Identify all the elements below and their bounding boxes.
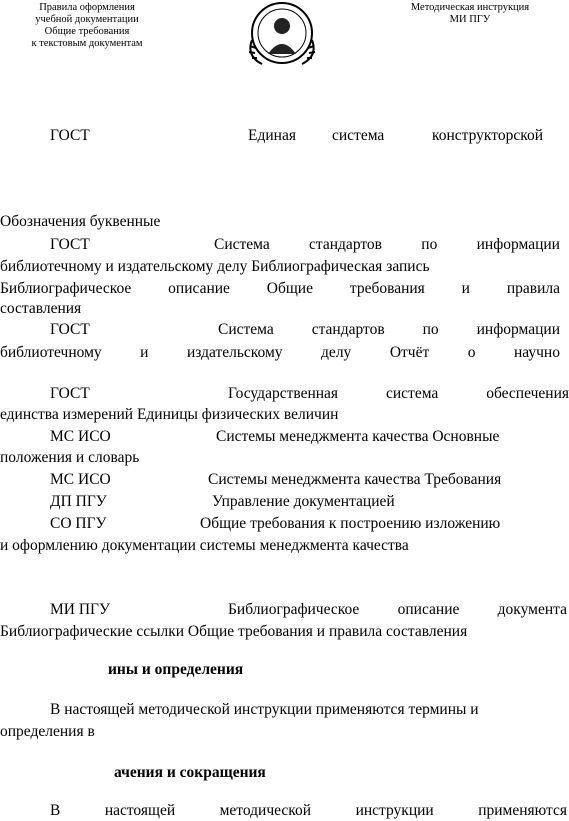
text-word: описание (168, 280, 230, 297)
header-left-title (12, 2, 162, 50)
line-text: Обозначения буквенные (0, 213, 161, 230)
text-word: описание (397, 601, 460, 618)
text-word: библиотечному (0, 344, 102, 361)
university-seal-icon (238, 0, 326, 70)
text-word: информации (476, 321, 560, 338)
text-word: информации (476, 236, 560, 253)
text-word: стандартов (311, 321, 385, 338)
text-word: методической (219, 802, 312, 819)
heading-text: ачения и сокращения (114, 764, 266, 781)
gost-code: ГОСТ (50, 236, 90, 253)
text-word: система (332, 127, 385, 144)
line-text: составления (0, 300, 82, 317)
text-word: Государственная (228, 385, 339, 402)
standard-code: МС ИСО (50, 471, 111, 488)
line-text: определения в (0, 723, 95, 740)
text-word: обеспечения (486, 385, 569, 402)
text-word: и (140, 344, 149, 361)
text-word: научно (513, 344, 560, 361)
header-left-line: Общие требования (44, 26, 130, 37)
text-word: документа (497, 601, 567, 618)
text-word: и (461, 280, 470, 297)
justified-text (228, 385, 569, 403)
standard-code: ДП ПГУ (50, 493, 107, 510)
header-left-line: к текстовым документам (31, 38, 143, 49)
text-word: Библиографическое (228, 601, 360, 618)
text-word: требования (349, 280, 425, 297)
text-word: о (467, 344, 476, 361)
text-word: инструкции (355, 802, 434, 819)
line-text: единства измерений Единицы физических величин (0, 406, 339, 423)
justified-text (228, 601, 567, 619)
header-left-line: учебной документации (35, 14, 139, 25)
line-text: Системы менеджмента качества Основные (216, 428, 500, 445)
line-text: Управление документацией (212, 493, 395, 510)
text-word: правила (506, 280, 560, 297)
text-word: издательскому (186, 344, 283, 361)
standard-code: СО ПГУ (50, 515, 107, 532)
line-text: В настоящей методической инструкции применяются термины и (50, 701, 479, 718)
line-text: Общие требования к построению изложению (200, 515, 501, 532)
gost-code: ГОСТ (50, 321, 90, 338)
heading-text: ины и определения (108, 661, 244, 678)
header-left-line: Правила оформления (39, 2, 135, 13)
text-word: по (422, 321, 439, 338)
justified-text (0, 344, 560, 362)
text-word: Общие (266, 280, 313, 297)
text-word: делу (321, 344, 352, 361)
line-text: и оформлению документации системы менеджмента качества (0, 537, 409, 554)
line-text: Библиографические ссылки Общие требования и правила составления (0, 623, 468, 640)
text-word: Библиографическое (0, 280, 132, 297)
gost-code: ГОСТ (50, 385, 90, 402)
text-word: Система (214, 236, 270, 253)
justified-text (50, 802, 567, 820)
line-text: Системы менеджмента качества Требования (208, 471, 502, 488)
text-word: Отчёт (389, 344, 430, 361)
text-word: Система (218, 321, 274, 338)
line-text: положения и словарь (0, 449, 140, 466)
standard-code: МИ ПГУ (50, 601, 110, 618)
header-right-line: МИ ПГУ (449, 14, 491, 25)
header-right-line: Методическая инструкция (410, 2, 530, 13)
text-word: Единая (248, 127, 296, 144)
justified-text (0, 280, 560, 298)
gost-code: ГОСТ (50, 127, 90, 144)
text-word: стандартов (309, 236, 382, 253)
line-text: библиотечному и издательскому делу Библиографическая запись (0, 258, 430, 275)
text-word: по (421, 236, 438, 253)
text-word: настоящей (104, 802, 176, 819)
header-right-title (380, 2, 560, 26)
justified-text (214, 236, 560, 254)
text-word: применяются (478, 802, 567, 819)
justified-text (218, 321, 560, 339)
text-word: В (50, 802, 61, 819)
text-word: конструкторской (432, 127, 543, 144)
standard-code: МС ИСО (50, 428, 111, 445)
text-word: система (386, 385, 439, 402)
